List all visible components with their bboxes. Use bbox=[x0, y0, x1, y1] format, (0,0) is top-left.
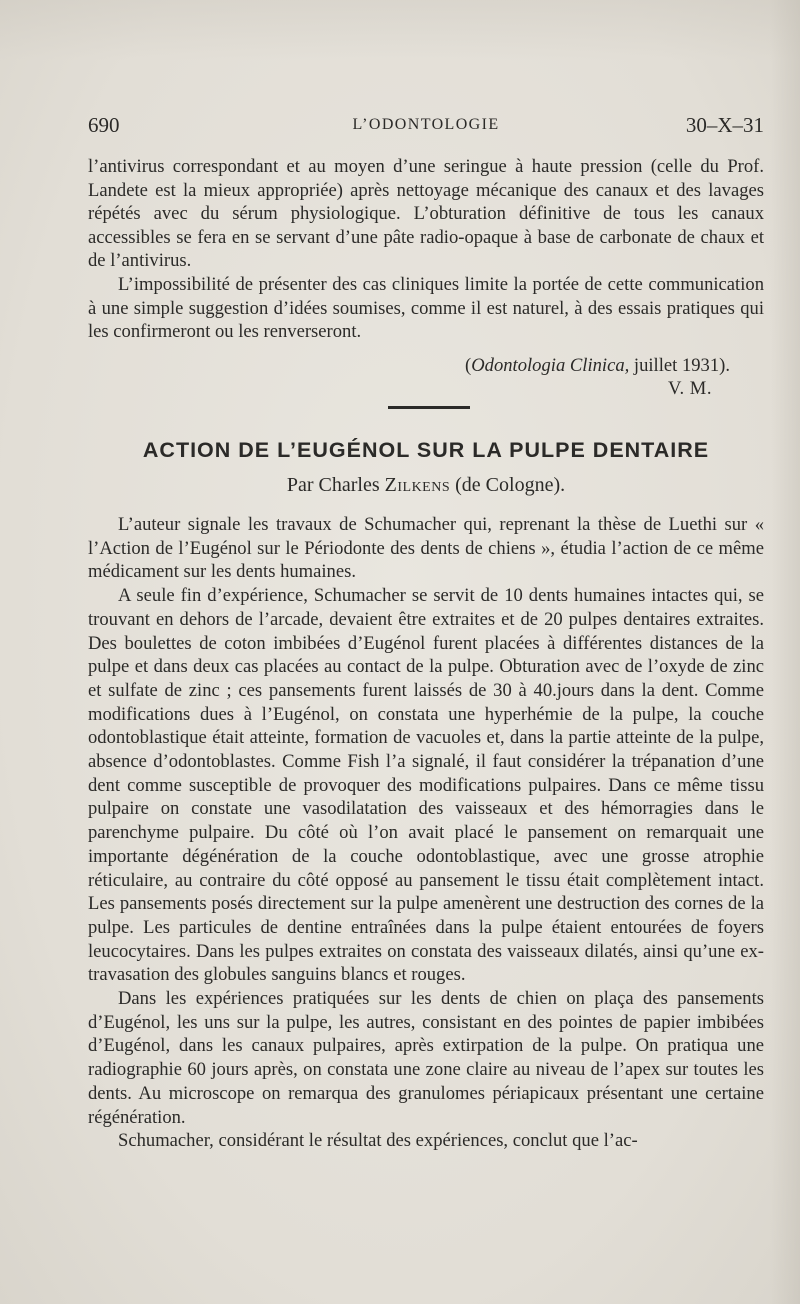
citation-open: ( bbox=[465, 355, 472, 376]
citation-journal: Odontologia Clinica, bbox=[471, 355, 630, 376]
paragraph: l’antivirus correspondant et au moyen d’une seringue à haute pression (celle du Prof. Landete est la mieux appropriée) après nettoyage mécanique des canaux et des lavages répétés avec du sérum physiologique. L’obturation définitive de tous les canaux accessibles se fera en se servant d’une pâte radio-opaque à base de carbonate de chaux et de l’antivirus. bbox=[88, 156, 764, 272]
page-header bbox=[88, 113, 764, 141]
article-title: ACTION DE L’EUGÉNOL SUR LA PULPE DENTAIRE bbox=[142, 438, 710, 462]
paragraph: A seule fin d’expérience, Schumacher se servit de 10 dents humaines intactes qui, se trouvant en dehors de l’arcade, devaient être extraites et de 20 pulpes dentaires extraites. Des boulettes de coton imbibées d’Eugénol furent placées à différentes distances de la pulpe et dans deux cas placées au contact de la pulpe. Obturation avec de l’oxyde de zinc et sulfate de zinc ; ces pansements furent laissés de 30 à 40.jours dans la dent. Comme modifications dues à l’Eugénol, on constata une hyperhémie de la pulpe, la couche odontoblastique était atteinte, formation de vacuoles et, dans la partie atteinte de la pulpe, absence d’odontoblastes. Comme Fish l’a signalé, il faut considérer la trépanation d’une dent comme susceptible de provoquer des modifications pulpaires. Dans ce même tissu pulpaire on constate une vasodilatation des vaisseaux et des hémorragies dans le parenchyme pulpaire. Du côté où l’on avait placé le pansement on remarquait une importante dégénération de la couche odontoblastique, avec une grosse atrophie réticulaire, au contraire du côté opposé au pansement le tissu était complètement intact. Les pansements posés directement sur la pulpe amenèrent une destruction des cornes de la pulpe. Les particules de dentine entraînées dans la pulpe étaient entourées de foyers leucocytaires. Dans les pulpes extraites on constata des vaisseaux dilatés, ainsi qu’une extravasation des globules sanguins blancs et rouges. bbox=[88, 585, 764, 986]
page-number: 690 bbox=[88, 113, 120, 137]
byline-suffix: (de Cologne). bbox=[450, 474, 566, 496]
citation-date: juillet 1931). bbox=[629, 355, 730, 376]
running-title: L’ODONTOLOGIE bbox=[352, 116, 500, 133]
byline-prefix: Par Charles bbox=[286, 474, 385, 496]
paragraph: L’impossibilité de présenter des cas cliniques limite la portée de cette communication à une simple suggestion d’idées soumises, comme il est naturel, à des essais pratiques qui les confirmeront ou les renverseront. bbox=[88, 273, 764, 343]
section-divider bbox=[388, 406, 470, 409]
source-citation bbox=[465, 354, 730, 378]
previous-article-text bbox=[88, 155, 764, 344]
byline bbox=[88, 474, 764, 497]
paragraph: Dans les expériences pratiquées sur les dents de chien on plaça des pansements d’Eugénol, les uns sur la pulpe, les autres, consistant en des pointes de papier imbibées d’Eugénol, dans les canaux pulpaires, après extirpation de la pulpe. On pratiqua une radiographie 60 jours après, on constata une zone claire au niveau de l’apex sur toutes les dents. Au microscope on remarqua des granulomes périapicaux présentant une certaine régénération. bbox=[88, 988, 764, 1128]
author-initials: V. M. bbox=[667, 378, 712, 399]
page-stain bbox=[0, 0, 800, 60]
paragraph: L’auteur signale les travaux de Schumacher qui, reprenant la thèse de Luethi sur « l’Action de l’Eugénol sur le Périodonte des dents de chiens », étudia l’action de ce même médicament sur les dents humaines. bbox=[88, 514, 764, 583]
article-body bbox=[88, 513, 764, 1153]
paragraph: Schumacher, considérant le résultat des expériences, conclut que l’ac- bbox=[118, 1130, 638, 1152]
issue-date: 30–X–31 bbox=[685, 113, 764, 137]
author-surname: Zilkens bbox=[384, 474, 451, 496]
page-edge-shadow bbox=[770, 0, 800, 1304]
